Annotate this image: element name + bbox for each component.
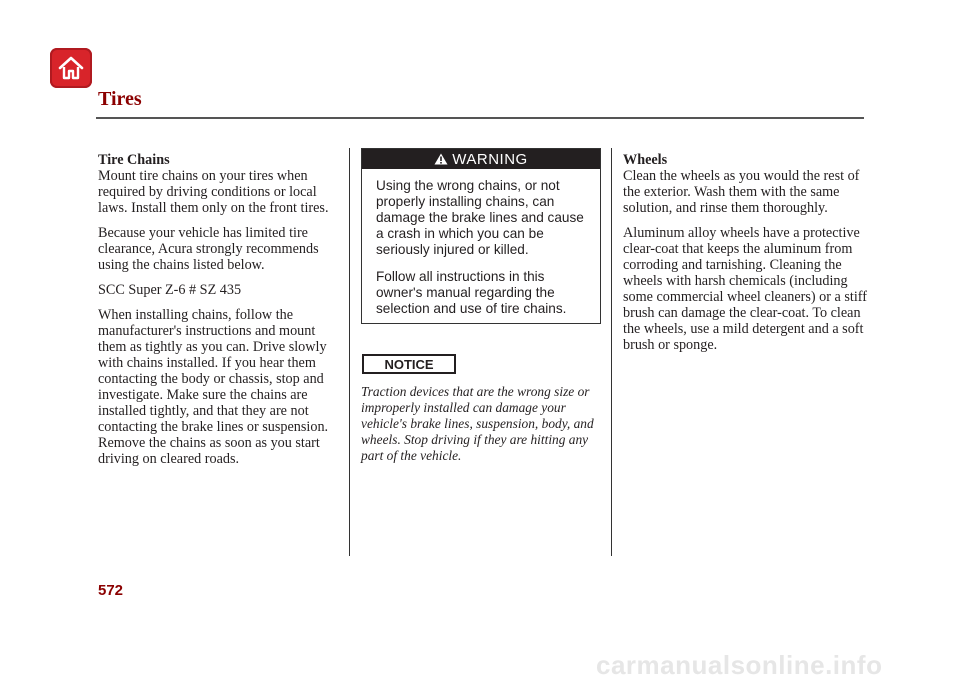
tire-chains-section — [98, 152, 343, 476]
wheels-heading: Wheels — [623, 152, 668, 168]
warning-paragraph: Follow all instructions in this owner's manual regarding the selection and use of tire chains. — [376, 269, 567, 316]
wheels-paragraph: Aluminum alloy wheels have a protective clear-coat that keeps the aluminum from corroding and tarnishing. Cleaning the wheels with harsh chemicals (including some commercial wheel cleaners) or a stiff brush can damage the clear-coat. To clean the wheels, use a mild detergent and a soft brush or sponge. — [623, 225, 867, 353]
section-title: Tires — [98, 88, 142, 110]
warning-body — [362, 169, 600, 317]
title-divider — [96, 117, 864, 119]
watermark: carmanualsonline.info — [596, 650, 883, 680]
tire-chains-paragraph: When installing chains, follow the manufacturer's instructions and mount them as tightly as you can. Drive slowly with chains installed. If you hear them contacting the body or chassis, stop and investigate. Make sure the chains are installed tightly, and that they are not contacting the brake lines or suspension. Remove the chains as soon as you start driving on cleared roads. — [98, 307, 329, 467]
warning-label: WARNING — [452, 150, 528, 168]
warning-box — [361, 148, 601, 324]
wheels-section — [623, 152, 868, 362]
page-number: 572 — [98, 582, 124, 599]
recommended-chain-model: SCC Super Z-6 # SZ 435 — [98, 282, 242, 298]
tire-chains-heading: Tire Chains — [98, 152, 170, 168]
home-icon — [57, 55, 85, 81]
tire-chains-paragraph: Mount tire chains on your tires when required by driving conditions or local laws. Install them only on the front tires. — [98, 168, 329, 216]
home-button[interactable] — [50, 48, 92, 88]
notice-text: Traction devices that are the wrong size or improperly installed can damage your vehicle's brake lines, suspension, body, and wheels. Stop driving if they are hitting any part of the vehicle. — [361, 384, 594, 463]
warning-header — [362, 149, 600, 169]
wheels-paragraph: Clean the wheels as you would the rest of the exterior. Wash them with the same solution, and rinse them thoroughly. — [623, 168, 860, 216]
warning-paragraph: Using the wrong chains, or not properly installing chains, can damage the brake lines and cause a crash in which you can be seriously injured or killed. — [376, 178, 584, 257]
tire-chains-paragraph: Because your vehicle has limited tire clearance, Acura strongly recommends using the chains listed below. — [98, 225, 319, 273]
notice-label: NOTICE — [364, 356, 454, 372]
warning-triangle-icon — [434, 153, 448, 165]
column-divider — [349, 148, 350, 556]
column-divider — [611, 148, 612, 556]
